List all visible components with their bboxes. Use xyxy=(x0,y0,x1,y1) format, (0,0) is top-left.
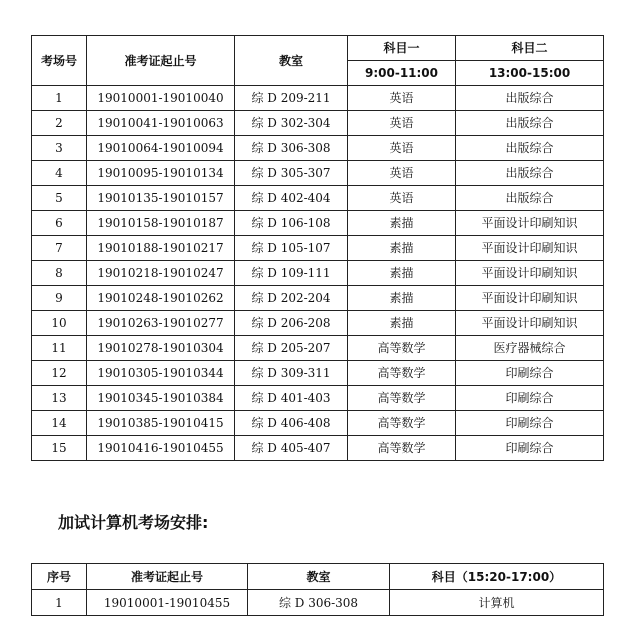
header-subject2: 科目二 xyxy=(456,36,604,61)
cell-subject1: 高等数学 xyxy=(348,411,456,436)
table-row xyxy=(32,286,604,311)
cell-subject2: 医疗器械综合 xyxy=(456,336,604,361)
table-row xyxy=(32,311,604,336)
header-subject1-time: 9:00-11:00 xyxy=(348,61,456,86)
table-row xyxy=(32,161,604,186)
cell-ticket-range: 19010135-19010157 xyxy=(87,186,235,211)
cell-subject1: 英语 xyxy=(348,111,456,136)
cell-subject1: 素描 xyxy=(348,286,456,311)
cell-classroom: 综 D 402-404 xyxy=(235,186,348,211)
computer-exam-heading: 加试计算机考场安排: xyxy=(58,513,209,532)
cell-subject2: 印刷综合 xyxy=(456,411,604,436)
computer-exam-table-body xyxy=(32,590,604,616)
cell-room-no: 10 xyxy=(32,311,87,336)
table-row xyxy=(32,136,604,161)
cell-subject1: 高等数学 xyxy=(348,386,456,411)
cell-classroom: 综 D 209-211 xyxy=(235,86,348,111)
header-classroom: 教室 xyxy=(235,36,348,86)
cell-room-no: 9 xyxy=(32,286,87,311)
header-seq: 序号 xyxy=(32,564,87,590)
cell-room-no: 8 xyxy=(32,261,87,286)
computer-exam-table xyxy=(31,563,604,616)
cell-room-no: 15 xyxy=(32,436,87,461)
cell-ticket-range: 19010188-19010217 xyxy=(87,236,235,261)
cell-room-no: 2 xyxy=(32,111,87,136)
cell-ticket-range: 19010218-19010247 xyxy=(87,261,235,286)
cell-room-no: 7 xyxy=(32,236,87,261)
cell-classroom: 综 D 405-407 xyxy=(235,436,348,461)
cell-subject1: 英语 xyxy=(348,86,456,111)
cell-ticket-range: 19010158-19010187 xyxy=(87,211,235,236)
cell-subject1: 高等数学 xyxy=(348,336,456,361)
cell-ticket-range: 19010095-19010134 xyxy=(87,161,235,186)
table-row xyxy=(32,186,604,211)
header-subject: 科目（15:20-17:00） xyxy=(390,564,604,590)
cell-subject2: 出版综合 xyxy=(456,111,604,136)
cell-ticket-range: 19010385-19010415 xyxy=(87,411,235,436)
header-ticket-range: 准考证起止号 xyxy=(87,564,248,590)
cell-classroom: 综 D 206-208 xyxy=(235,311,348,336)
cell-subject: 计算机 xyxy=(390,590,604,616)
table-row xyxy=(32,386,604,411)
cell-subject1: 高等数学 xyxy=(348,361,456,386)
header-ticket-range: 准考证起止号 xyxy=(87,36,235,86)
cell-subject1: 英语 xyxy=(348,161,456,186)
cell-seq: 1 xyxy=(32,590,87,616)
cell-classroom: 综 D 202-204 xyxy=(235,286,348,311)
cell-subject1: 素描 xyxy=(348,261,456,286)
header-classroom: 教室 xyxy=(248,564,390,590)
cell-ticket-range: 19010001-19010040 xyxy=(87,86,235,111)
cell-classroom: 综 D 105-107 xyxy=(235,236,348,261)
cell-classroom: 综 D 305-307 xyxy=(235,161,348,186)
table-row xyxy=(32,436,604,461)
cell-subject2: 平面设计印刷知识 xyxy=(456,211,604,236)
exam-room-table-body xyxy=(32,86,604,461)
cell-subject2: 平面设计印刷知识 xyxy=(456,286,604,311)
cell-classroom: 综 D 302-304 xyxy=(235,111,348,136)
cell-classroom: 综 D 401-403 xyxy=(235,386,348,411)
exam-room-table xyxy=(31,35,604,461)
cell-room-no: 14 xyxy=(32,411,87,436)
table-row xyxy=(32,590,604,616)
cell-room-no: 11 xyxy=(32,336,87,361)
cell-room-no: 1 xyxy=(32,86,87,111)
cell-classroom: 综 D 306-308 xyxy=(235,136,348,161)
cell-subject1: 素描 xyxy=(348,236,456,261)
cell-classroom: 综 D 306-308 xyxy=(248,590,390,616)
table-row xyxy=(32,336,604,361)
cell-subject2: 出版综合 xyxy=(456,186,604,211)
cell-subject1: 素描 xyxy=(348,211,456,236)
cell-ticket-range: 19010263-19010277 xyxy=(87,311,235,336)
cell-room-no: 3 xyxy=(32,136,87,161)
cell-subject2: 印刷综合 xyxy=(456,361,604,386)
cell-ticket-range: 19010001-19010455 xyxy=(87,590,248,616)
cell-classroom: 综 D 106-108 xyxy=(235,211,348,236)
cell-classroom: 综 D 406-408 xyxy=(235,411,348,436)
cell-subject2: 平面设计印刷知识 xyxy=(456,311,604,336)
cell-subject1: 英语 xyxy=(348,186,456,211)
cell-ticket-range: 19010278-19010304 xyxy=(87,336,235,361)
cell-subject1: 高等数学 xyxy=(348,436,456,461)
header-room-no: 考场号 xyxy=(32,36,87,86)
cell-ticket-range: 19010345-19010384 xyxy=(87,386,235,411)
exam-room-table-header xyxy=(32,36,604,86)
cell-ticket-range: 19010416-19010455 xyxy=(87,436,235,461)
computer-exam-table-header xyxy=(32,564,604,590)
cell-room-no: 12 xyxy=(32,361,87,386)
table-row xyxy=(32,111,604,136)
cell-subject2: 平面设计印刷知识 xyxy=(456,261,604,286)
cell-subject2: 印刷综合 xyxy=(456,386,604,411)
cell-ticket-range: 19010248-19010262 xyxy=(87,286,235,311)
table-row xyxy=(32,261,604,286)
cell-subject2: 出版综合 xyxy=(456,86,604,111)
cell-classroom: 综 D 309-311 xyxy=(235,361,348,386)
header-subject2-time: 13:00-15:00 xyxy=(456,61,604,86)
cell-ticket-range: 19010305-19010344 xyxy=(87,361,235,386)
cell-room-no: 5 xyxy=(32,186,87,211)
cell-subject1: 英语 xyxy=(348,136,456,161)
cell-classroom: 综 D 109-111 xyxy=(235,261,348,286)
cell-subject1: 素描 xyxy=(348,311,456,336)
cell-subject2: 出版综合 xyxy=(456,161,604,186)
header-subject1: 科目一 xyxy=(348,36,456,61)
cell-subject2: 印刷综合 xyxy=(456,436,604,461)
cell-subject2: 出版综合 xyxy=(456,136,604,161)
table-row xyxy=(32,236,604,261)
cell-ticket-range: 19010064-19010094 xyxy=(87,136,235,161)
cell-ticket-range: 19010041-19010063 xyxy=(87,111,235,136)
table-row xyxy=(32,411,604,436)
cell-room-no: 4 xyxy=(32,161,87,186)
table-row xyxy=(32,361,604,386)
table-row xyxy=(32,211,604,236)
cell-room-no: 13 xyxy=(32,386,87,411)
cell-room-no: 6 xyxy=(32,211,87,236)
cell-subject2: 平面设计印刷知识 xyxy=(456,236,604,261)
cell-classroom: 综 D 205-207 xyxy=(235,336,348,361)
table-row xyxy=(32,86,604,111)
